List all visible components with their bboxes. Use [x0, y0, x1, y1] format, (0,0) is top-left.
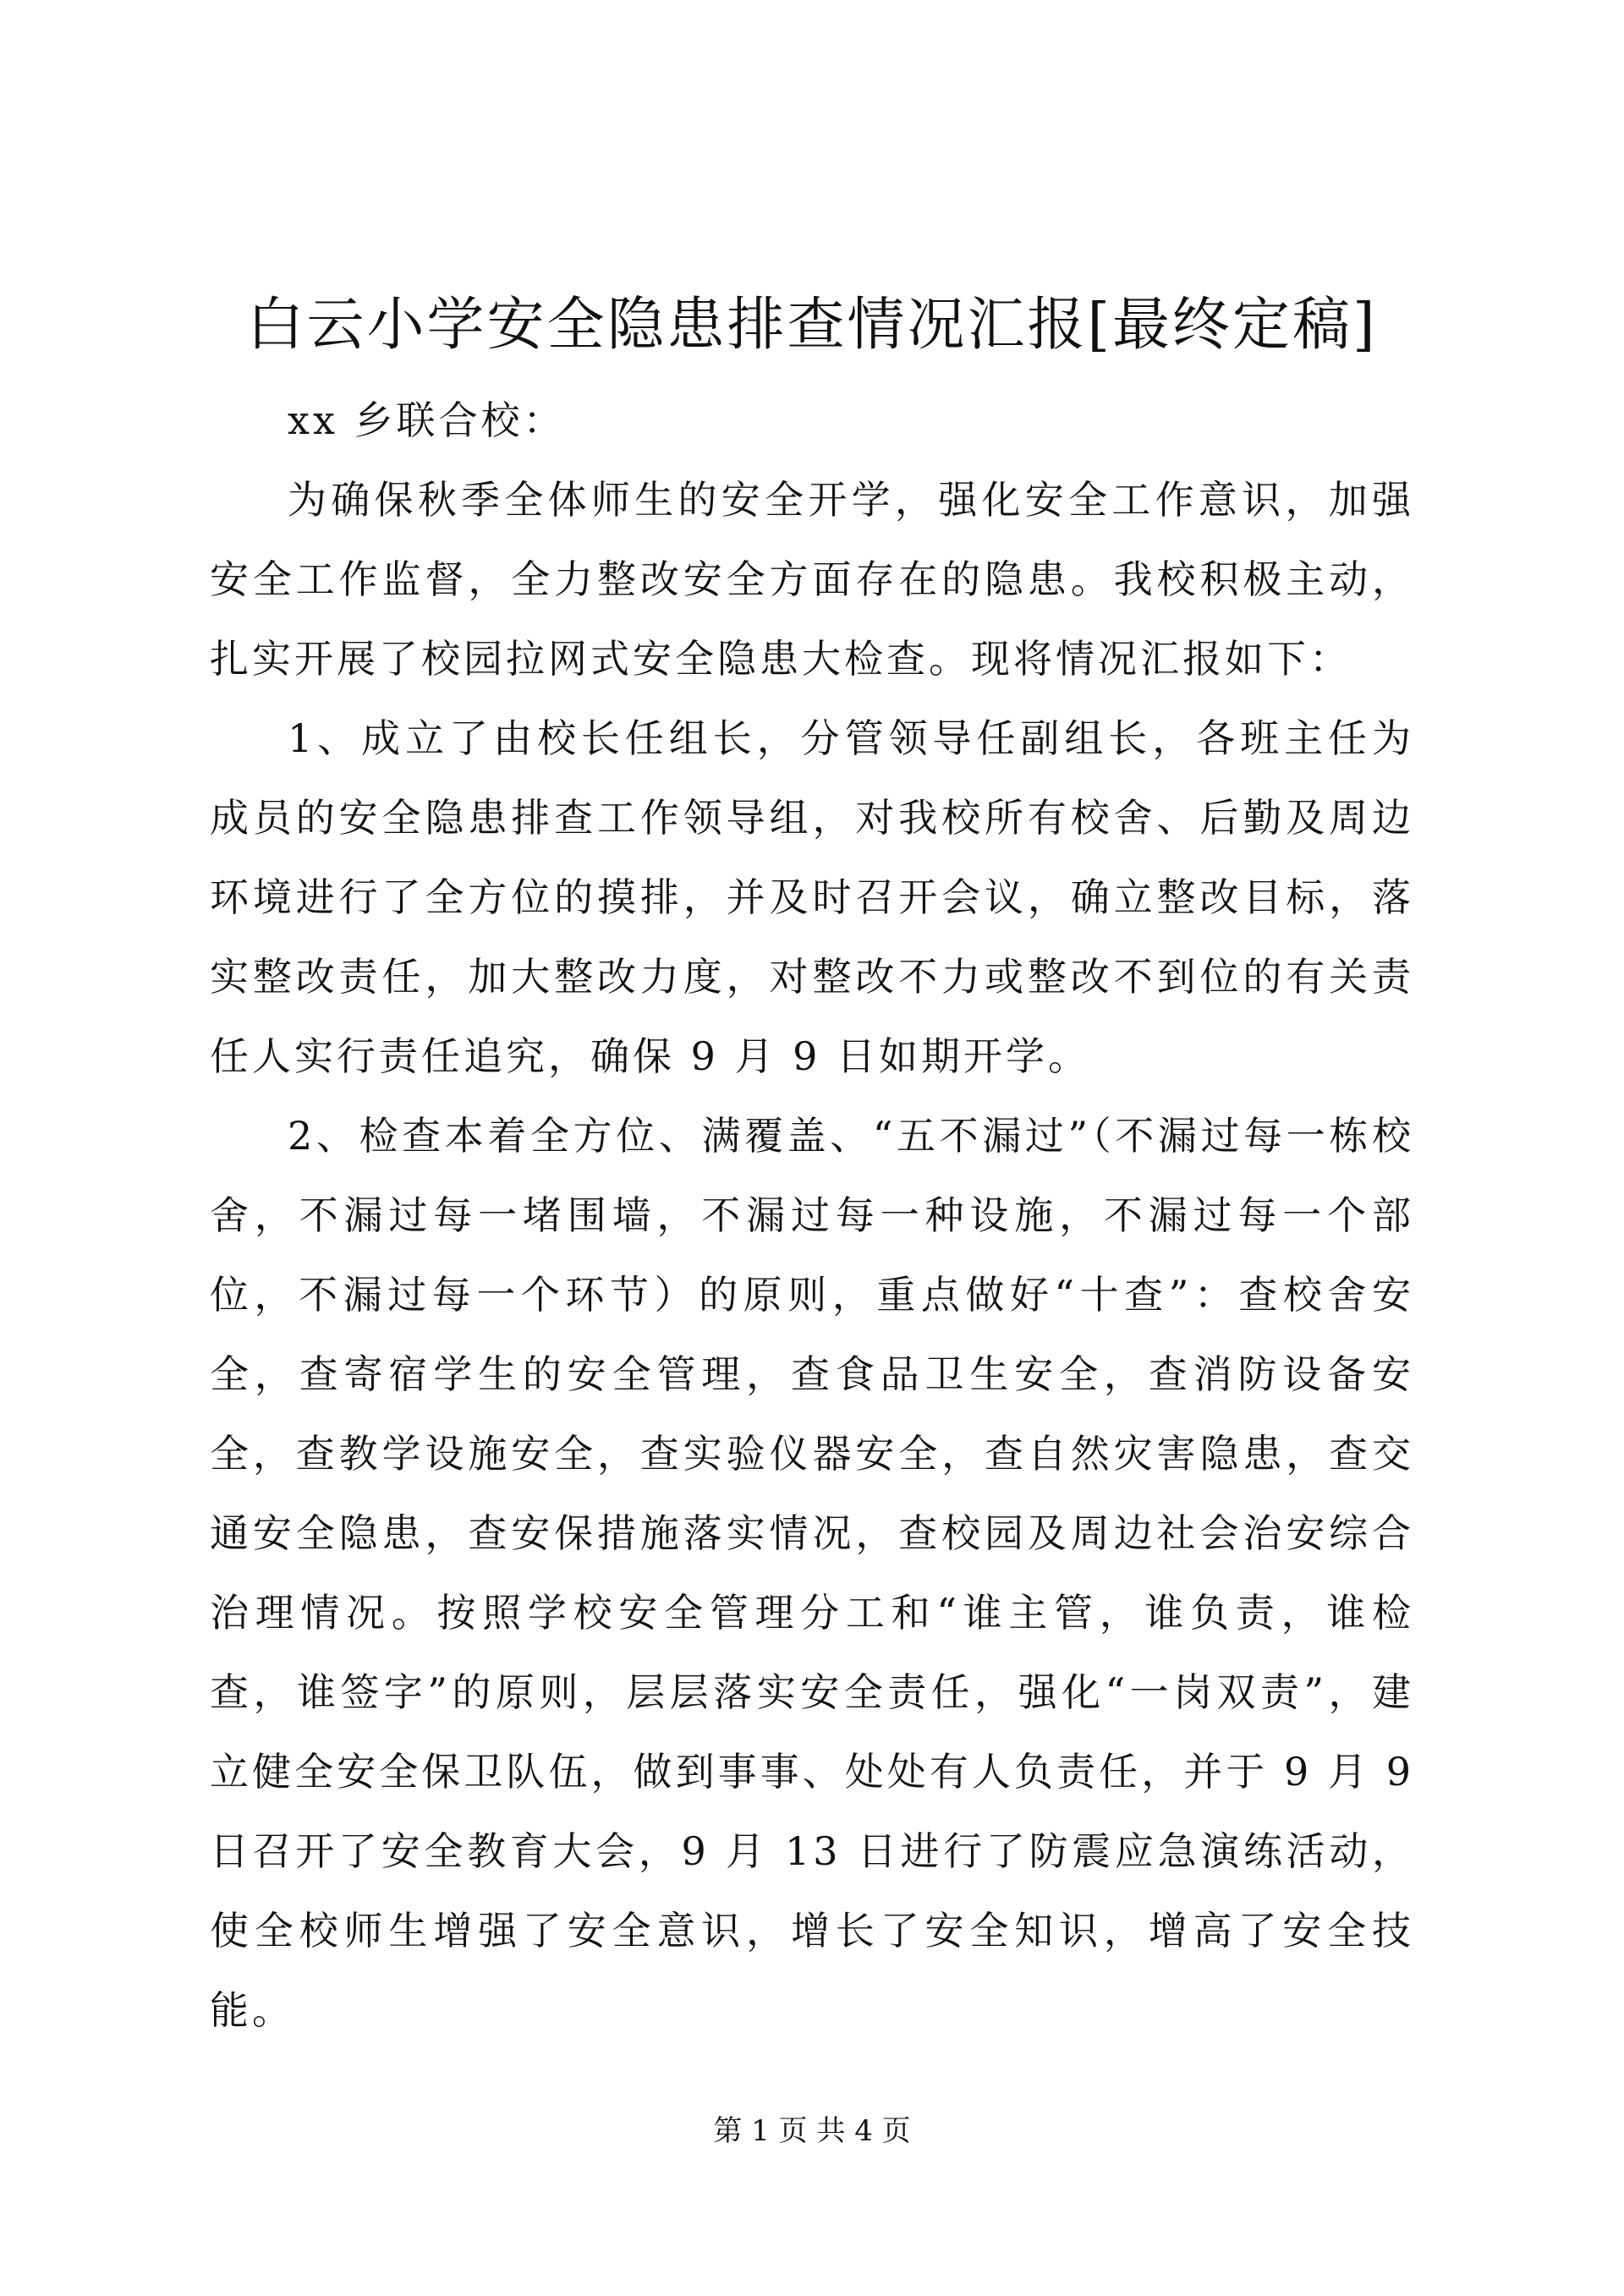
document-title: 白云小学安全隐患排查情况汇报[最终定稿]	[246, 292, 1378, 359]
salutation: xx 乡联合校：	[288, 397, 566, 443]
document-body	[210, 381, 1414, 2050]
paragraph-item-1: 1、成立了由校长任组长，分管领导任副组长，各班主任为成员的安全隐患排查工作领导组，对我校所有校舍、后勤及周边环境进行了全方位的摸排，并及时召开会议，确立整改目标，落实整改责任，加大整改力度，对整改不力或整改不到位的有关责任人实行责任追究，确保 9 月 9 日如期开学。	[210, 715, 1414, 1079]
page-footer: 第 1 页 共 4 页	[713, 2114, 911, 2148]
paragraph-intro: 为确保秋季全体师生的安全开学，强化安全工作意识，加强安全工作监督，全力整改安全方面存在的隐患。我校积极主动，扎实开展了校园拉网式安全隐患大检查。现将情况汇报如下：	[210, 477, 1414, 682]
paragraph-item-2: 2、检查本着全方位、满覆盖、“五不漏过”（不漏过每一栋校舍，不漏过每一堵围墙，不漏过每一种设施，不漏过每一个部位，不漏过每一个环节）的原则，重点做好“十查”：查校舍安全，查寄宿学生的安全管理，查食品卫生安全，查消防设备安全，查教学设施安全，查实验仪器安全，查自然灾害隐患，查交通安全隐患，查安保措施落实情况，查校园及周边社会治安综合治理情况。按照学校安全管理分工和“谁主管，谁负责，谁检查，谁签字”的原则，层层落实安全责任，强化“一岗双责”，建立健全安全保卫队伍，做到事事、处处有人负责任，并于 9 月 9 日召开了安全教育大会，9 月 13 日进行了防震应急演练活动，使全校师生增强了安全意识，增长了安全知识，增高了安全技能。	[210, 1113, 1414, 2033]
